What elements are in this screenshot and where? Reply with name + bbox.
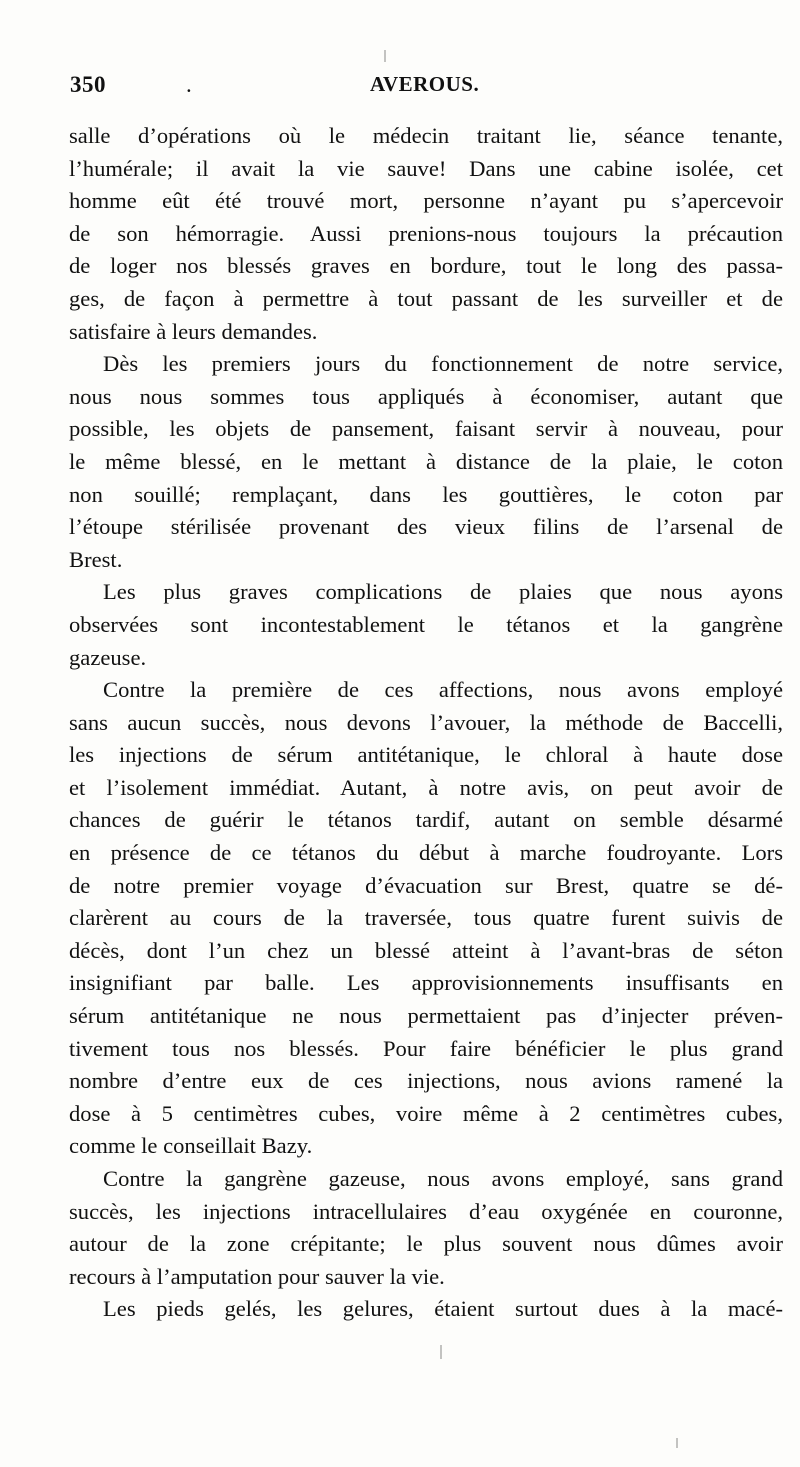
text-line: succès, les injections intracellulaires d’eau oxygénée en couronne, — [69, 1198, 783, 1224]
text-line: de notre premier voyage d’évacuation sur Brest, quatre se dé- — [69, 872, 783, 898]
text-line: autour de la zone crépitante; le plus souvent nous dûmes avoir — [69, 1231, 783, 1257]
text-line: Brest. — [69, 546, 123, 572]
text-line: Dès les premiers jours du fonctionnement de notre service, — [103, 351, 783, 377]
text-line: tivement tous nos blessés. Pour faire bénéficier le plus grand — [69, 1035, 783, 1061]
text-line: homme eût été trouvé mort, personne n’ayant pu s’apercevoir — [69, 188, 783, 214]
text-line: nous nous sommes tous appliqués à économiser, autant que — [69, 383, 783, 409]
text-line: de son hémorragie. Aussi prenions-nous toujours la précaution — [69, 220, 783, 246]
body-text — [69, 120, 783, 1326]
scan-speck — [676, 1438, 678, 1448]
page-number: 350 — [70, 72, 106, 97]
text-line: de loger nos blessés graves en bordure, tout le long des passa- — [69, 253, 783, 279]
text-line: en présence de ce tétanos du début à marche foudroyante. Lors — [69, 840, 783, 866]
text-line: gazeuse. — [69, 644, 147, 670]
text-line: clarèrent au cours de la traversée, tous quatre furent suivis de — [69, 905, 783, 931]
running-head: AVEROUS. — [370, 72, 480, 96]
text-line: chances de guérir le tétanos tardif, autant on semble désarmé — [69, 807, 783, 833]
text-line: insignifiant par balle. Les approvisionnements insuffisants en — [69, 970, 783, 996]
text-line: possible, les objets de pansement, faisant servir à nouveau, pour — [69, 416, 783, 442]
text-line: l’étoupe stérilisée provenant des vieux filins de l’arsenal de — [69, 514, 783, 540]
text-line: sans aucun succès, nous devons l’avouer, la méthode de Baccelli, — [69, 709, 783, 735]
text-line: les injections de sérum antitétanique, le chloral à haute dose — [69, 742, 783, 768]
text-line: Les pieds gelés, les gelures, étaient surtout dues à la macé- — [103, 1296, 783, 1322]
text-line: observées sont incontestablement le tétanos et la gangrène — [69, 611, 783, 637]
text-line: recours à l’amputation pour sauver la vie. — [69, 1263, 445, 1289]
page-header — [70, 72, 770, 112]
text-line: le même blessé, en le mettant à distance de la plaie, le coton — [69, 448, 783, 474]
text-line: Contre la gangrène gazeuse, nous avons employé, sans grand — [103, 1166, 783, 1191]
text-line: dose à 5 centimètres cubes, voire même à 2 centimètres cubes, — [69, 1100, 783, 1126]
text-line: et l’isolement immédiat. Autant, à notre avis, on peut avoir de — [69, 774, 783, 800]
text-line: Contre la première de ces affections, nous avons employé — [103, 677, 783, 703]
text-line: nombre d’entre eux de ces injections, nous avions ramené la — [69, 1068, 783, 1094]
scan-speck — [440, 1345, 442, 1359]
text-line: non souillé; remplaçant, dans les gouttières, le coton par — [69, 481, 783, 507]
header-dot: . — [186, 72, 192, 97]
text-line: satisfaire à leurs demandes. — [69, 318, 318, 344]
text-line: comme le conseillait Bazy. — [69, 1133, 313, 1159]
text-line: décès, dont l’un chez un blessé atteint à l’avant-bras de séton — [69, 937, 783, 963]
text-line: Les plus graves complications de plaies que nous ayons — [103, 579, 783, 605]
text-line: sérum antitétanique ne nous permettaient pas d’injecter préven- — [69, 1003, 783, 1029]
scan-speck — [384, 50, 386, 62]
text-line: salle d’opérations où le médecin traitant lie, séance tenante, — [69, 123, 783, 148]
text-line: ges, de façon à permettre à tout passant de les surveiller et de — [69, 285, 783, 311]
text-line: l’humérale; il avait la vie sauve! Dans une cabine isolée, cet — [69, 155, 783, 181]
